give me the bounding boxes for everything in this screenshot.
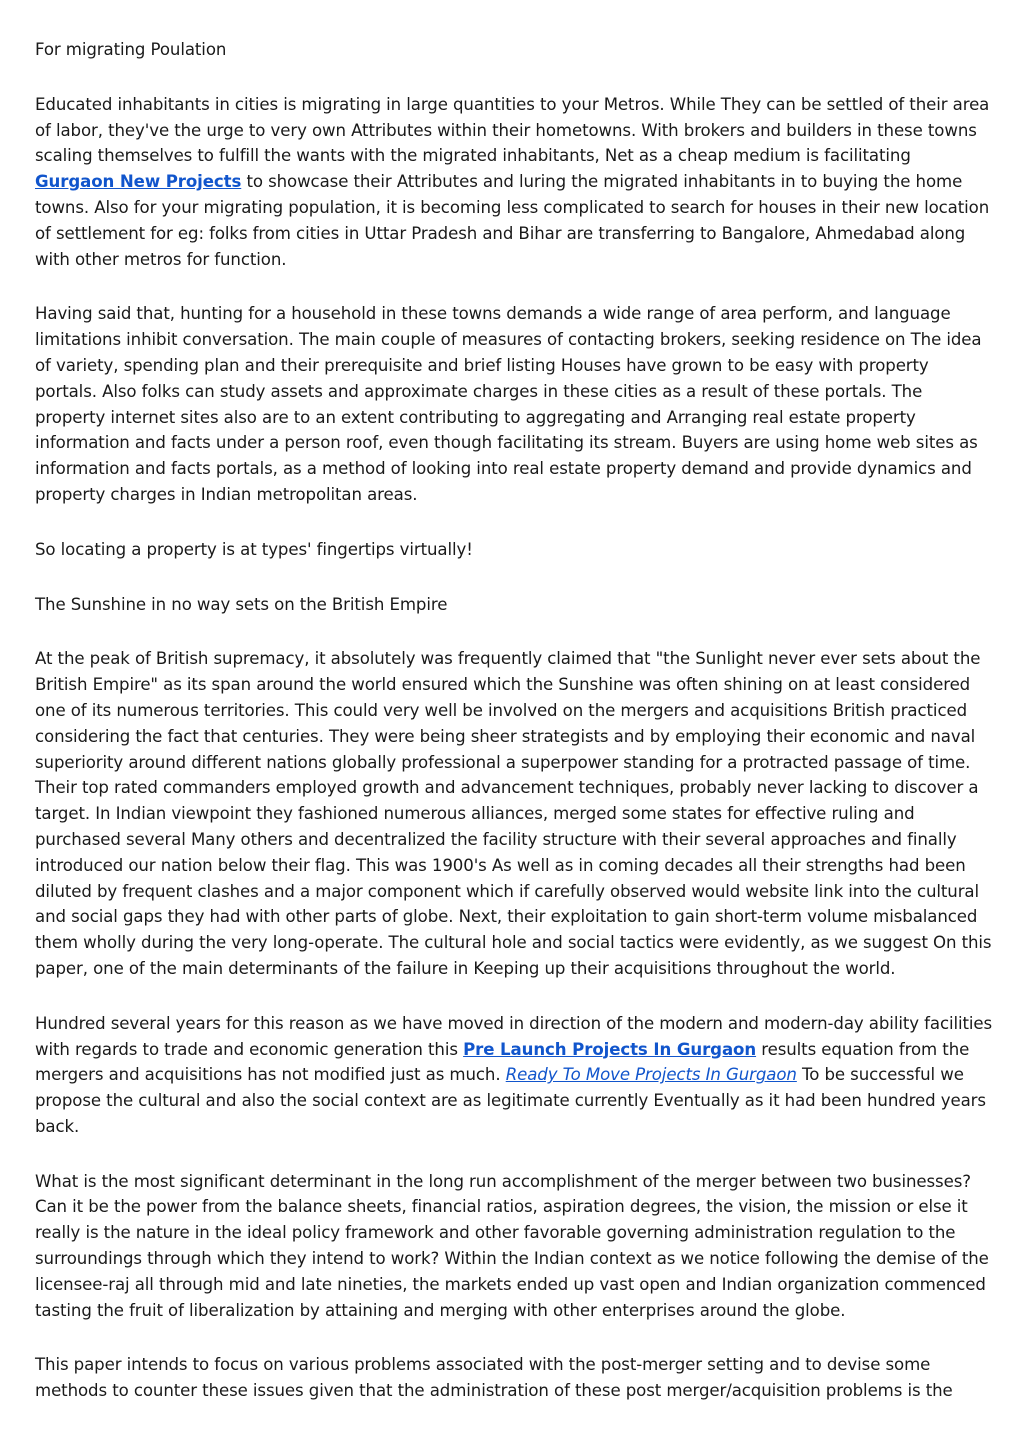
paragraph-hundred-years [35,1011,995,1140]
paragraph-migration [35,92,995,273]
paragraph-british-empire: At the peak of British supremacy, it absolutely was frequently claimed that "the Sunlight never ever sets about the British Empire" as its span around the world ensured which the Sunshine was often shining on at least considered one of its numerous territories. This could very well be involved on the mergers and acquisitions British practiced considering the fact that centuries. They were being sheer strategists and by employing their economic and naval superiority around different nations globally professional a superpower standing for a protracted passage of time. Their top rated commanders employed growth and advancement techniques, probably never lacking to discover a target. In Indian viewpoint they fashioned numerous alliances, merged some states for effective ruling and purchased several Many others and decentralized the facility structure with their several approaches and finally introduced our nation below their flag. This was 1900's As well as in coming decades all their strengths had been diluted by frequent clashes and a major component which if carefully observed would website link into the cultural and social gaps they had with other parts of globe. Next, their exploitation to gain short-term volume misbalanced them wholly during the very long-operate. The cultural hole and social tactics were evidently, as we suggest On this paper, one of the main determinants of the failure in Keeping up their acquisitions throughout the world. [35,649,992,978]
paragraph-fingertips: So locating a property is at types' fingertips virtually! [35,539,473,559]
paragraph-hunting: Having said that, hunting for a household in these towns demands a wide range of area perform, and language limitations inhibit conversation. The main couple of measures of contacting brokers, seeking residence on The idea of variety, spending plan and their prerequisite and brief listing Houses have grown to be easy with property portals. Also folks can study assets and approximate charges in these cities as a result of these portals. The property internet sites also are to an extent contributing to aggregating and Arranging real estate property information and facts under a person roof, even though facilitating its stream. Buyers are using home web sites as information and facts portals, as a method of looking into real estate property demand and provide dynamics and property charges in Indian metropolitan areas. [35,304,982,504]
gurgaon-new-projects-link[interactable]: Gurgaon New Projects [35,172,242,192]
paragraph-text: To be successful we propose the cultural and also the social context are as legitimate currently Eventually as it had been hundred years back. [35,1065,986,1136]
paragraph-determinant: What is the most significant determinant in the long run accomplishment of the merger between two businesses? Can it be the power from the balance sheets, financial ratios, aspiration degrees, the vision, the mission or else it really is the nature in the ideal policy framework and other favorable governing administration regulation to the surroundings through which they intend to work? Within the Indian context as we notice following the demise of the licensee-raj all through mid and late nineties, the markets ended up vast open and Indian organization commenced tasting the fruit of liberalization by attaining and merging with other enterprises around the globe. [35,1171,989,1320]
document-page [35,37,995,1433]
heading-migrating: For migrating Poulation [35,40,227,59]
pre-launch-projects-link[interactable]: Pre Launch Projects In Gurgaon [463,1039,757,1059]
heading-sunshine: The Sunshine in no way sets on the British Empire [35,594,448,614]
ready-to-move-projects-link[interactable]: Ready To Move Projects In Gurgaon [505,1065,797,1085]
paragraph-text: Educated inhabitants in cities is migrating in large quantities to your Metros. While They can be settled of their area of labor, they've the urge to very own Attributes within their hometowns. With brokers and builders in these towns scaling themselves to fulfill the wants with the migrated inhabitants, Net as a cheap medium is facilitating [35,94,990,166]
paragraph-text: to showcase their Attributes and luring the migrated inhabitants in to buying the home towns. Also for your migrating population, it is becoming less complicated to search for houses in their new location of settlement for eg: folks from cities in Uttar Pradesh and Bihar are transferring to Bangalore, Ahmedabad along with other metros for function. [35,172,990,269]
paragraph-text: Hundred several years for this reason as we have moved in direction of the modern and modern-day ability facilities with regards to trade and economic generation this [35,1013,993,1059]
paragraph-post-merger: This paper intends to focus on various problems associated with the post-merger setting and to devise some methods to counter these issues given that the administration of these post merger/acquisition problems is the [35,1355,953,1401]
paragraph-text: results equation from the mergers and acquisitions has not modified just as much. [35,1039,970,1085]
